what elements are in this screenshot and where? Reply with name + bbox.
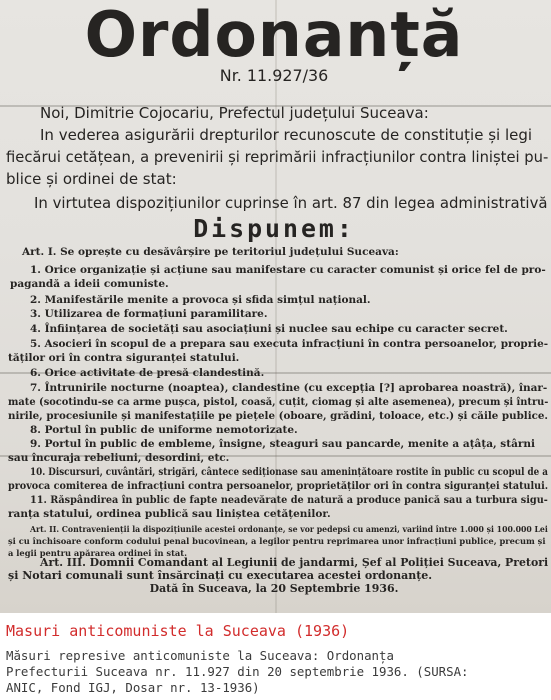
article-line: 11. Răspândirea în public de fapte neadevărate de natură a produce panică sau a turbura sigu-: [30, 494, 548, 506]
article-line: pagandă a ideii comuniste.: [10, 278, 169, 290]
article-line: sau încuraja rebeliuni, desordini, etc.: [8, 452, 230, 464]
article-line: 10. Discursuri, cuvântări, strigări, cântece sediționase sau amenințătoare rostite în public cu scopul de a: [30, 466, 548, 478]
article-line: tăților ori în contra siguranței statului.: [8, 352, 240, 364]
article-line: 9. Portul în public de embleme, însigne, steaguri sau pancarde, menite a ațâța, stârni: [30, 438, 536, 450]
article-line: 5. Asocieri în scopul de a prepara sau executa infracțiuni în contra persoanelor, proprie-: [30, 338, 549, 350]
article-line: 3. Utilizarea de formațiuni paramilitare.: [30, 308, 268, 320]
article-line: mate (socotindu-se ca arme pușca, pistol, coasă, cuțit, ciomag și alte asemenea), precum și întru-: [8, 396, 549, 408]
article-line: 1. Orice organizație și acțiune sau manifestare cu caracter comunist și orice fel de pro-: [30, 264, 546, 276]
intro-line: blice și ordinei de stat:: [6, 170, 177, 188]
intro-line: In vederea asigurării drepturilor recunoscute de constituție și legi: [40, 126, 533, 144]
ordinance-title: Ordonanță: [84, 0, 464, 71]
article-3-line: și Notari comunali sunt însărcinați cu executarea acestei ordonanțe.: [8, 569, 433, 582]
article-3-line: Art. III. Domnii Comandant al Legiunii de jandarmi, Șef al Poliției Suceava, Pretori: [40, 556, 549, 569]
article-line: 4. Înființarea de societăți sau asociațiuni și nuclee sau echipe cu caracter secret.: [30, 323, 508, 335]
article-line: 7. Întrunirile nocturne (noaptea), clandestine (cu excepția [?] aprobarea noastră), înar-: [30, 382, 548, 394]
article-line: Art. I. Se oprește cu desăvârșire pe teritoriul județului Suceava:: [22, 246, 399, 258]
article-2-line: a legii pentru apărarea ordinei în stat.: [8, 548, 188, 558]
dispunem-heading: Dispunem:: [193, 214, 355, 243]
article-2-line: și cu închisoare conform codului penal bucovinean, a legilor pentru reprimarea unor infracțiuni publice, precum și: [8, 536, 546, 546]
intro-line: Noi, Dimitrie Cojocariu, Prefectul județului Suceava:: [40, 104, 429, 122]
article-line: 6. Orice activitate de presă clandestină.: [30, 367, 265, 379]
caption-text-line: Prefecturii Suceava nr. 11.927 din 20 septembrie 1936. (SURSA:: [6, 664, 469, 679]
intro-line: In virtutea dispozițiunilor cuprinse în art. 87 din legea administrativă: [34, 194, 548, 212]
caption-title: Masuri anticomuniste la Suceava (1936): [6, 622, 350, 640]
article-line: 2. Manifestările menite a provoca și sfida simțul național.: [30, 294, 371, 306]
article-line: ranța statului, ordinea publică sau liniștea cetățenilor.: [8, 508, 331, 520]
caption-text-line: ANIC, Fond IGJ, Dosar nr. 13-1936): [6, 680, 260, 695]
article-line: provoca comiterea de infracțiuni contra persoanelor, proprietăților ori în contra siguranței statului.: [8, 480, 549, 492]
article-line: nirile, procesiunile și manifestațiile pe piețele (oboare, grădini, toloace, etc.) și căile publice.: [8, 410, 549, 422]
caption-text-line: Măsuri represive anticomuniste la Suceava: Ordonanța: [6, 648, 394, 663]
ordinance-number: Nr. 11.927/36: [219, 66, 329, 85]
date-line: Dată în Suceava, la 20 Septembrie 1936.: [149, 582, 399, 595]
article-line: 8. Portul în public de uniforme nemotorizate.: [30, 424, 298, 436]
article-2-line: Art. II. Contravenienții la dispozițiunile acestei ordonanțe, se vor pedepsi cu amenzi, variind între 1.000 și 100.000 Lei: [30, 524, 548, 534]
intro-line: fiecărui cetățean, a prevenirii și reprimării infracțiunilor contra liniștei pu-: [6, 148, 549, 166]
